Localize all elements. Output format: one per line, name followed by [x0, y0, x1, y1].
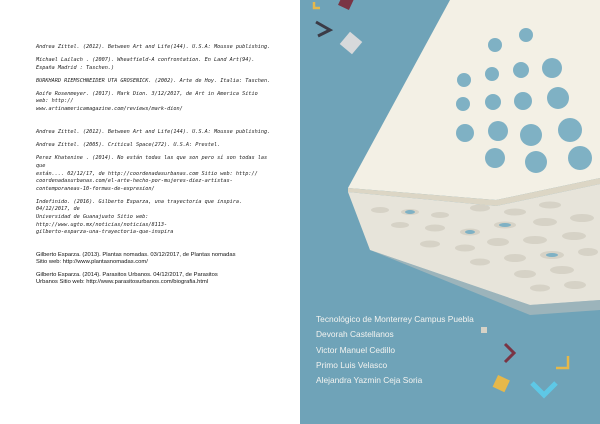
reference-item: Gilberto Esparza. (2014). Parasitos Urbanos. 04/12/2017, de Parasitos Urbanos Sitio web: http://www.parasitosurbanos.com/biografia.html — [36, 272, 218, 286]
author-name: Victor Manuel Cedillo — [316, 344, 395, 355]
corner-shape — [556, 356, 568, 368]
spacer — [36, 119, 271, 129]
chevron-shape — [532, 383, 556, 395]
reference-item: Indefinido. (2016). Gilberto Esparza, una trayectoria que inspira. 04/12/2017, de Universidad de Guanajuato Sitio web: http://www.ugto.mx/noticias/noticias/8113- gilberto-esparza-una-trayectoria-que-inspira — [36, 198, 243, 236]
reference-item: Andrea Zittel. (2005). Critical Space(272). U.S.A: Prestel. — [36, 142, 221, 149]
reference-item: BURKHARD RIEMSCHNEIDER UTA GROSENICK. (2002). Arte de Hoy. Italia: Taschen. — [36, 77, 271, 84]
reference-item: Gilberto Esparza. (2013). Plantas nomadas. 03/12/2017, de Plantas nomadas Sitio web: http://www.plantasnomadas.com/ — [36, 252, 236, 266]
corner-shape — [314, 2, 320, 8]
square-shape — [340, 32, 363, 55]
reference-item: Perez Khatenine . (2014). No están todas las que son pero sí son todas las que están.... 02/12/17, de http://coordenadasurbanas.com Sitio web: http:// coordenadasurbanas.com/el-arte-hecho-por-mujeres-diez-artistas- contemporaneas-10-formas-de-expresion/ — [36, 155, 268, 192]
cover-page — [300, 0, 600, 424]
references-list — [36, 44, 271, 292]
credits-block — [316, 312, 474, 388]
reference-item: Michael Lailach . (2007). Wheatfield-A confrontation. En Land Art(94). España Madrid : Taschen.) — [36, 57, 255, 71]
square-shape — [481, 327, 487, 333]
square-shape — [338, 0, 354, 10]
square-shape — [493, 375, 510, 392]
institution-name: Tecnológico de Monterrey Campus Puebla — [316, 314, 474, 324]
reference-item: Aoife Rosenmeyer. (2017). Mark Dion. 3/12/2017, de Art in America Sitio web: http:// www.artinamericamagazine.com/reviews/mark-dion/ — [36, 90, 258, 113]
author-name: Primo Luis Velasco — [316, 359, 388, 370]
corner-shape — [505, 344, 514, 362]
reference-item: Andrea Zittel. (2012). Between Art and Life(144). U.S.A: Mousse publishing. — [36, 44, 271, 50]
author-name: Devorah Castellanos — [316, 329, 394, 340]
reference-item: Andrea Zittel. (2012). Between Art and Life(144). U.S.A: Mousse publishing. — [36, 129, 271, 136]
corner-shape — [316, 22, 330, 36]
spacer — [36, 242, 271, 252]
author-name: Alejandra Yazmin Ceja Soria — [316, 375, 423, 386]
